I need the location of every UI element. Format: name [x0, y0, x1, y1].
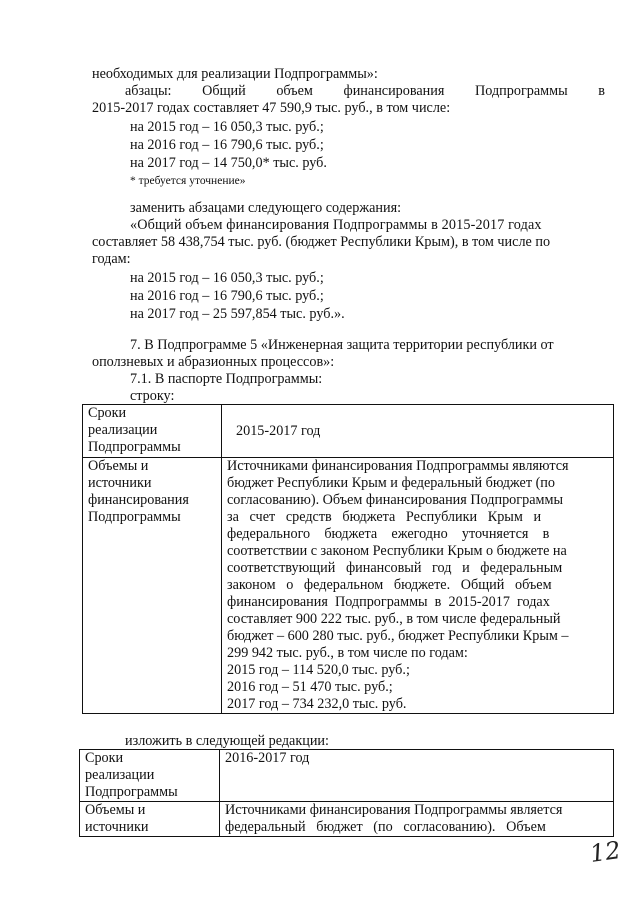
intro-year-2016: на 2016 год – 16 790,6 тыс. руб.;	[130, 137, 324, 153]
label-line: Сроки	[85, 750, 124, 766]
value-line: бюджет Республики Крым и федеральный бюджет (по	[227, 475, 555, 491]
row-value-cell	[222, 405, 614, 458]
label-line: Объемы и	[88, 458, 149, 474]
label-line: Подпрограммы	[88, 439, 181, 455]
table-row	[80, 802, 614, 837]
replace-line-3: составляет 58 438,754 тыс. руб. (бюджет Республики Крым), в том числе по	[92, 234, 551, 250]
label-line: Объемы и	[85, 802, 146, 818]
section7-line-4: строку:	[130, 388, 175, 404]
period-value: 2016-2017 год	[225, 750, 310, 766]
word: в	[598, 83, 605, 99]
row-value-cell	[220, 802, 614, 837]
value-line: соответствии с законом Республики Крым о бюджете на	[227, 543, 567, 559]
value-line: финансирования Подпрограммы в 2015-2017 годах	[227, 594, 550, 610]
word: объем	[276, 83, 313, 99]
replace-line-2: «Общий объем финансирования Подпрограммы в 2015-2017 годах	[130, 217, 542, 233]
passport-table-current	[82, 404, 614, 714]
row-value-cell	[220, 750, 614, 802]
intro-year-2017: на 2017 год – 14 750,0* тыс. руб.	[130, 155, 327, 171]
intro-footnote: * требуется уточнение»	[130, 175, 246, 187]
intro-year-2015: на 2015 год – 16 050,3 тыс. руб.;	[130, 119, 324, 135]
value-line: 2015 год – 114 520,0 тыс. руб.;	[227, 662, 410, 678]
replace-year-2017: на 2017 год – 25 597,854 тыс. руб.».	[130, 306, 345, 322]
value-line: за счет средств бюджета Республики Крым и	[227, 509, 542, 525]
section7-line-2: оползневых и абразионных процессов»:	[92, 354, 335, 370]
value-line: федеральный бюджет (по согласованию). Объем	[225, 819, 546, 835]
intro-abzacy-line	[125, 83, 605, 100]
replace-year-2015: на 2015 год – 16 050,3 тыс. руб.;	[130, 270, 324, 286]
value-line: 2017 год – 734 232,0 тыс. руб.	[227, 696, 407, 712]
word: Общий	[202, 83, 246, 99]
replace-year-2016: на 2016 год – 16 790,6 тыс. руб.;	[130, 288, 324, 304]
replace-heading: заменить абзацами следующего содержания:	[130, 200, 402, 216]
label-line: источники	[85, 819, 149, 835]
table-row	[83, 405, 614, 458]
value-line: Источниками финансирования Подпрограммы является	[225, 802, 563, 818]
section7-line-1: 7. В Подпрограмме 5 «Инженерная защита территории республики от	[130, 337, 554, 353]
mid-line: изложить в следующей редакции:	[125, 733, 329, 749]
passport-table-new	[79, 749, 614, 837]
period-value: 2015-2017 год	[236, 422, 321, 439]
label-line: Подпрограммы	[88, 509, 181, 525]
value-line: 299 942 тыс. руб., в том числе по годам:	[227, 645, 468, 661]
label-line: финансирования	[88, 492, 189, 508]
value-line: составляет 900 222 тыс. руб., в том числе федеральный	[227, 611, 561, 627]
value-line: соответствующий финансовый год и федеральным	[227, 560, 563, 576]
value-line: бюджет – 600 280 тыс. руб., бюджет Республики Крым –	[227, 628, 569, 644]
value-line: федерального бюджета ежегодно уточняется в	[227, 526, 550, 542]
row-label-cell	[83, 405, 222, 458]
word: Подпрограммы	[475, 83, 568, 99]
row-label-cell	[83, 458, 222, 714]
replace-line-4: годам:	[92, 251, 131, 267]
word: финансирования	[343, 83, 445, 99]
label-line: реализации	[85, 767, 155, 783]
value-line: Источниками финансирования Подпрограммы являются	[227, 458, 569, 474]
label-line: Сроки	[88, 405, 127, 421]
value-line: 2016 год – 51 470 тыс. руб.;	[227, 679, 393, 695]
table-row	[80, 750, 614, 802]
label-line: реализации	[88, 422, 158, 438]
row-label-cell	[80, 802, 220, 837]
word: абзацы:	[125, 83, 172, 99]
row-label-cell	[80, 750, 220, 802]
intro-line-3: 2015-2017 годах составляет 47 590,9 тыс. руб., в том числе:	[92, 100, 451, 116]
intro-line-1: необходимых для реализации Подпрограммы»:	[92, 66, 378, 82]
section7-line-3: 7.1. В паспорте Подпрограммы:	[130, 371, 323, 387]
row-value-cell	[222, 458, 614, 714]
page-number: 12	[588, 836, 623, 868]
label-line: источники	[88, 475, 152, 491]
table-row	[83, 458, 614, 714]
value-line: согласованию). Объем финансирования Подпрограммы	[227, 492, 563, 508]
value-line: законом о федеральном бюджете. Общий объем	[227, 577, 552, 593]
label-line: Подпрограммы	[85, 784, 178, 800]
